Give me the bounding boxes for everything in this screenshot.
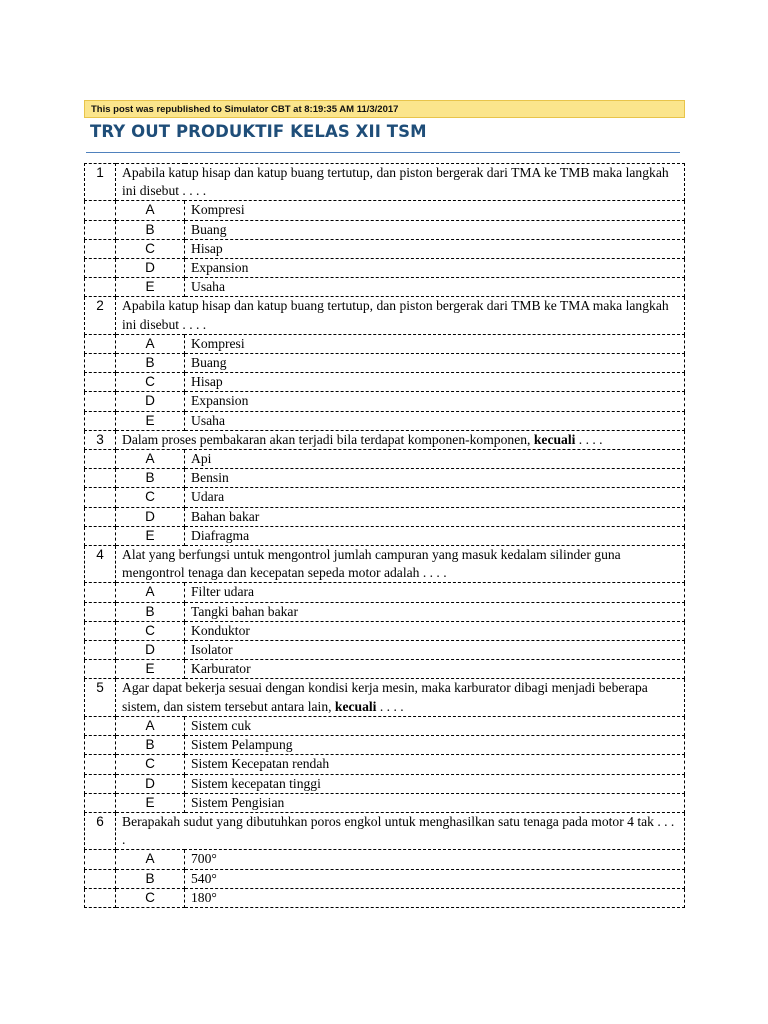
option-spacer xyxy=(85,660,116,679)
option-text: Karburator xyxy=(185,660,685,679)
option-letter: A xyxy=(116,583,185,602)
title-divider xyxy=(86,152,680,153)
option-spacer xyxy=(85,373,116,392)
page-title: TRY OUT PRODUKTIF KELAS XII TSM xyxy=(90,122,427,141)
option-row xyxy=(85,373,685,392)
option-letter: C xyxy=(116,621,185,640)
option-letter: E xyxy=(116,660,185,679)
option-spacer xyxy=(85,793,116,812)
question-text-cell xyxy=(116,679,685,716)
option-text: Usaha xyxy=(185,278,685,297)
option-row xyxy=(85,869,685,888)
option-text: Hisap xyxy=(185,373,685,392)
option-row xyxy=(85,507,685,526)
question-suffix: . . . . xyxy=(575,431,603,447)
question-row xyxy=(85,164,685,201)
question-text: Alat yang berfungsi untuk mengontrol jumlah campuran yang masuk kedalam silinder guna mengontrol tenaga dan kecepatan sepeda motor adalah . . . . xyxy=(122,547,621,581)
option-letter: C xyxy=(116,239,185,258)
question-text: Berapakah sudut yang dibutuhkan poros engkol untuk menghasilkan satu tenaga pada motor 4 tak . . . . xyxy=(122,813,675,848)
option-row xyxy=(85,641,685,660)
option-row xyxy=(85,755,685,774)
option-spacer xyxy=(85,507,116,526)
republish-banner: This post was republished to Simulator CBT at 8:19:35 AM 11/3/2017 xyxy=(84,100,685,118)
option-spacer xyxy=(85,621,116,640)
option-row xyxy=(85,450,685,469)
question-text-cell xyxy=(116,812,685,849)
option-row xyxy=(85,488,685,507)
option-letter: B xyxy=(116,469,185,488)
option-text: Api xyxy=(185,450,685,469)
option-spacer xyxy=(85,220,116,239)
option-row xyxy=(85,716,685,735)
option-text: Sistem Kecepatan rendah xyxy=(185,755,685,774)
option-row xyxy=(85,526,685,545)
question-number: 2 xyxy=(85,297,116,334)
option-text: Kompresi xyxy=(185,201,685,220)
question-text-cell xyxy=(116,546,685,583)
option-letter: A xyxy=(116,716,185,735)
option-text: 700° xyxy=(185,850,685,869)
option-row xyxy=(85,888,685,907)
option-text: Kompresi xyxy=(185,334,685,353)
question-text: Apabila katup hisap dan katup buang tertutup, dan piston bergerak dari TMB ke TMA maka langkah ini disebut . . . . xyxy=(122,298,669,332)
question-keyword: kecuali xyxy=(334,698,377,714)
option-text: Buang xyxy=(185,220,685,239)
option-spacer xyxy=(85,201,116,220)
option-row xyxy=(85,583,685,602)
option-row xyxy=(85,392,685,411)
option-spacer xyxy=(85,869,116,888)
option-row xyxy=(85,793,685,812)
option-letter: A xyxy=(116,850,185,869)
option-letter: E xyxy=(116,526,185,545)
option-text: Sistem Pengisian xyxy=(185,793,685,812)
option-text: Hisap xyxy=(185,239,685,258)
question-number: 3 xyxy=(85,430,116,449)
option-spacer xyxy=(85,755,116,774)
option-text: Filter udara xyxy=(185,583,685,602)
option-letter: B xyxy=(116,736,185,755)
option-spacer xyxy=(85,239,116,258)
option-letter: C xyxy=(116,888,185,907)
option-row xyxy=(85,239,685,258)
option-row xyxy=(85,411,685,430)
option-spacer xyxy=(85,888,116,907)
option-letter: E xyxy=(116,793,185,812)
option-spacer xyxy=(85,450,116,469)
question-row xyxy=(85,679,685,716)
option-row xyxy=(85,278,685,297)
option-text: Sistem cuk xyxy=(185,716,685,735)
question-text: Dalam proses pembakaran akan terjadi bila terdapat komponen-komponen, xyxy=(122,431,531,447)
question-suffix: . . . . xyxy=(376,698,404,714)
option-spacer xyxy=(85,488,116,507)
option-row xyxy=(85,660,685,679)
option-row xyxy=(85,602,685,621)
question-text-cell xyxy=(116,430,685,449)
option-letter: A xyxy=(116,450,185,469)
option-letter: E xyxy=(116,411,185,430)
question-number: 4 xyxy=(85,546,116,583)
question-table xyxy=(84,163,685,908)
option-letter: A xyxy=(116,201,185,220)
option-letter: D xyxy=(116,641,185,660)
question-row xyxy=(85,546,685,583)
option-row xyxy=(85,469,685,488)
option-text: Diafragma xyxy=(185,526,685,545)
option-text: Sistem Pelampung xyxy=(185,736,685,755)
option-spacer xyxy=(85,602,116,621)
option-row xyxy=(85,354,685,373)
question-row xyxy=(85,297,685,334)
question-row xyxy=(85,812,685,849)
question-keyword: kecuali xyxy=(533,431,576,447)
option-spacer xyxy=(85,736,116,755)
option-letter: C xyxy=(116,755,185,774)
option-letter: C xyxy=(116,488,185,507)
option-letter: A xyxy=(116,334,185,353)
option-text: Konduktor xyxy=(185,621,685,640)
option-letter: B xyxy=(116,869,185,888)
option-text: Expansion xyxy=(185,259,685,278)
option-spacer xyxy=(85,278,116,297)
option-letter: D xyxy=(116,507,185,526)
question-text-cell xyxy=(116,164,685,201)
option-spacer xyxy=(85,259,116,278)
option-text: Udara xyxy=(185,488,685,507)
option-letter: C xyxy=(116,373,185,392)
option-spacer xyxy=(85,716,116,735)
option-text: 540° xyxy=(185,869,685,888)
option-row xyxy=(85,850,685,869)
option-letter: E xyxy=(116,278,185,297)
option-spacer xyxy=(85,469,116,488)
question-number: 5 xyxy=(85,679,116,716)
option-spacer xyxy=(85,354,116,373)
option-text: Bensin xyxy=(185,469,685,488)
option-text: Sistem kecepatan tinggi xyxy=(185,774,685,793)
option-spacer xyxy=(85,641,116,660)
option-row xyxy=(85,220,685,239)
option-letter: B xyxy=(116,602,185,621)
option-text: Expansion xyxy=(185,392,685,411)
option-letter: D xyxy=(116,774,185,793)
option-text: 180° xyxy=(185,888,685,907)
option-spacer xyxy=(85,411,116,430)
option-row xyxy=(85,334,685,353)
option-text: Usaha xyxy=(185,411,685,430)
option-row xyxy=(85,736,685,755)
option-letter: D xyxy=(116,259,185,278)
option-text: Buang xyxy=(185,354,685,373)
option-row xyxy=(85,259,685,278)
option-row xyxy=(85,201,685,220)
question-text-cell xyxy=(116,297,685,334)
option-spacer xyxy=(85,850,116,869)
option-row xyxy=(85,774,685,793)
question-text: Agar dapat bekerja sesuai dengan kondisi kerja mesin, maka karburator dibagi menjadi beberapa sistem, dan sistem tersebut antara lain, xyxy=(122,680,648,714)
option-text: Tangki bahan bakar xyxy=(185,602,685,621)
option-letter: B xyxy=(116,354,185,373)
option-spacer xyxy=(85,392,116,411)
option-spacer xyxy=(85,526,116,545)
option-letter: B xyxy=(116,220,185,239)
option-text: Bahan bakar xyxy=(185,507,685,526)
option-row xyxy=(85,621,685,640)
question-text: Apabila katup hisap dan katup buang tertutup, dan piston bergerak dari TMA ke TMB maka langkah ini disebut . . . . xyxy=(122,165,669,199)
question-row xyxy=(85,430,685,449)
option-spacer xyxy=(85,583,116,602)
question-number: 1 xyxy=(85,164,116,201)
option-spacer xyxy=(85,774,116,793)
option-letter: D xyxy=(116,392,185,411)
option-spacer xyxy=(85,334,116,353)
question-number: 6 xyxy=(85,812,116,849)
option-text: Isolator xyxy=(185,641,685,660)
